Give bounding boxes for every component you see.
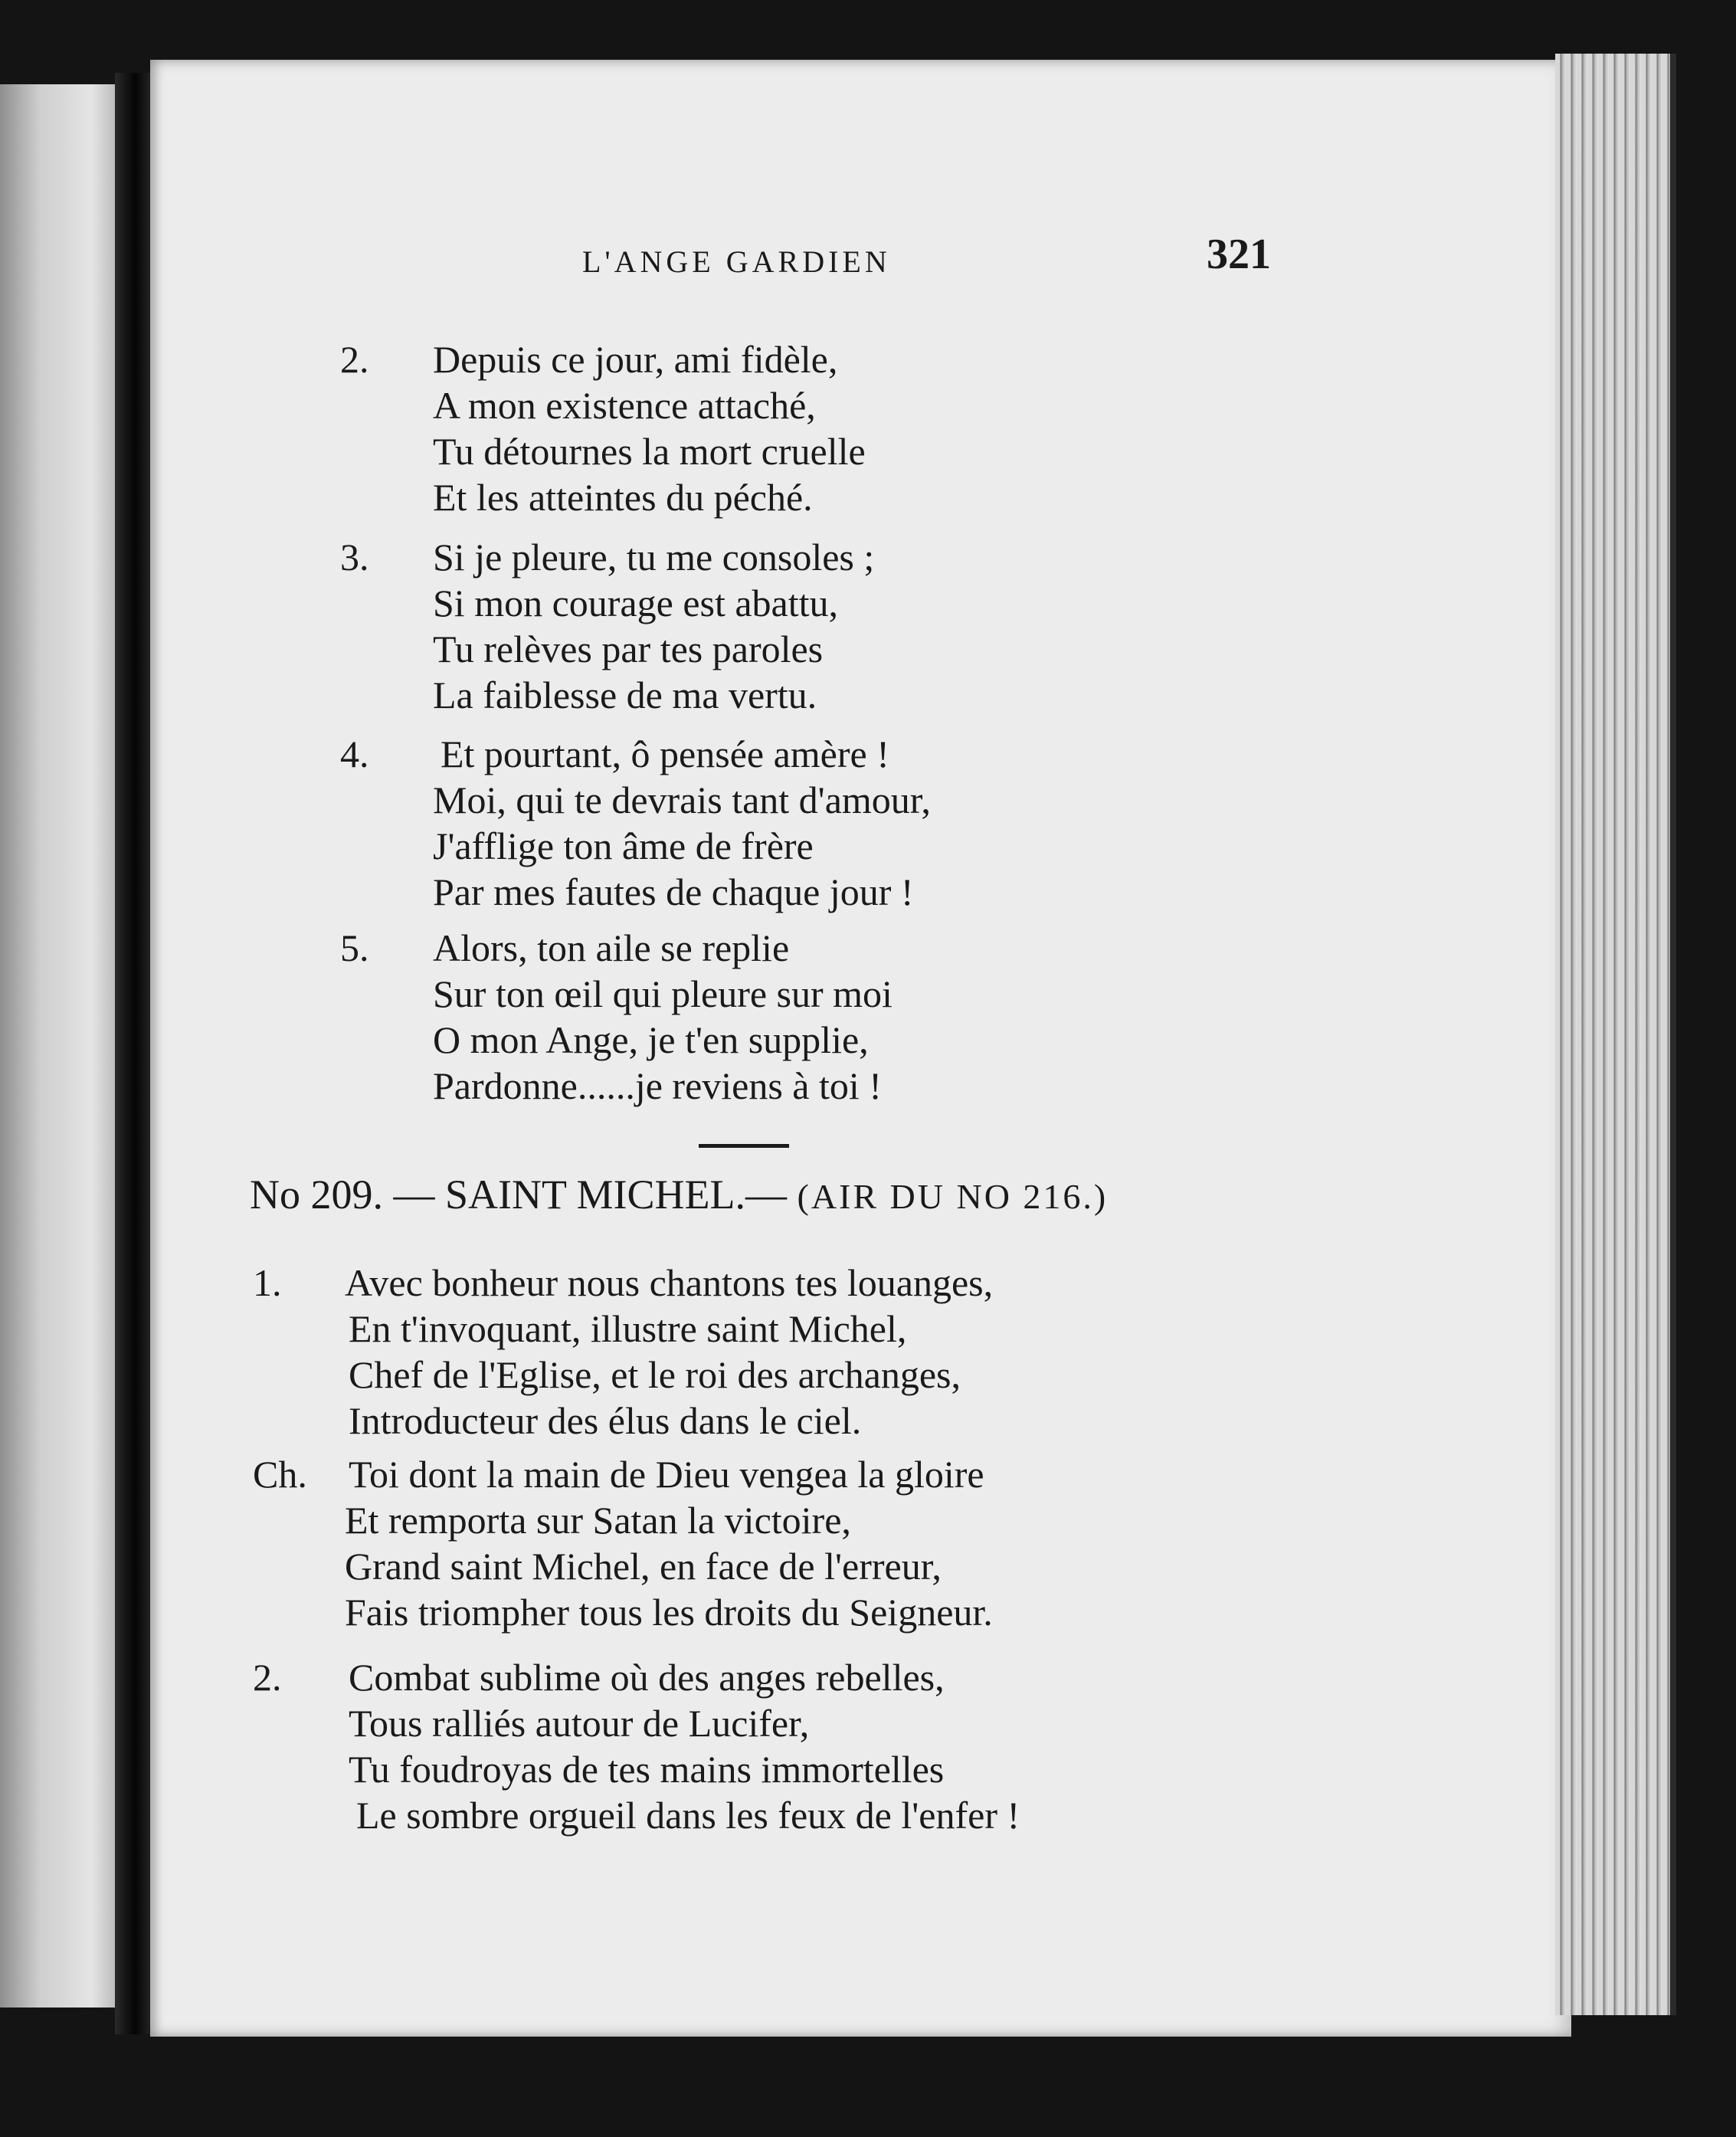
verse-line: Fais triompher tous les droits du Seigneur. [345,1591,993,1634]
verse-line: Si mon courage est abattu, [433,582,839,624]
verse-number: 2. [340,338,369,381]
verse-number: 3. [340,536,369,578]
verse-line: Et les atteintes du péché. [433,476,813,519]
verse-line: Sur ton œil qui pleure sur moi [433,972,893,1015]
verse-line: Tous ralliés autour de Lucifer, [349,1702,810,1745]
verse-line: Tu détournes la mort cruelle [433,430,866,473]
page-number: 321 [1207,231,1271,278]
book-gutter [115,73,155,2034]
verse-line: Combat sublime où des anges rebelles, [349,1656,945,1699]
verse-number: 1. [253,1261,282,1304]
verse-line: Alors, ton aile se replie [433,926,790,969]
verse-number: 5. [340,926,369,969]
verse-line: La faiblesse de ma vertu. [433,674,817,716]
verse-line: En t'invoquant, illustre saint Michel, [349,1307,907,1350]
verse-line: O mon Ange, je t'en supplie, [433,1018,869,1061]
verse-line: Tu foudroyas de tes mains immortelles [349,1748,945,1791]
verse-line: Tu relèves par tes paroles [433,628,824,670]
running-title: L'ANGE GARDIEN [582,244,891,279]
hymn-title [250,1171,1108,1218]
verse-line: Le sombre orgueil dans les feux de l'enfer ! [356,1794,1020,1837]
section-divider [699,1144,789,1148]
verse-line: Chef de l'Eglise, et le roi des archanges, [349,1353,961,1396]
verse-line: Pardonne......je reviens à toi ! [433,1064,882,1107]
facing-page-edge [0,84,115,2008]
hymn-air: (AIR DU NO 216.) [797,1177,1109,1216]
page-block-edge [1555,54,1676,2015]
verse-line: Moi, qui te devrais tant d'amour, [433,778,931,821]
verse-line: Si je pleure, tu me consoles ; [433,536,875,578]
verse-line: Grand saint Michel, en face de l'erreur, [345,1545,942,1588]
verse-number: 2. [253,1656,282,1699]
verse-line: Et remporta sur Satan la victoire, [345,1499,851,1542]
chorus-label: Ch. [253,1453,307,1496]
hymn-name: — SAINT MICHEL.— [393,1172,788,1218]
verse-line: J'afflige ton âme de frère [433,824,814,867]
verse-line: Depuis ce jour, ami fidèle, [433,338,838,381]
verse-line: Et pourtant, ô pensée amère ! [441,733,889,775]
verse-line: A mon existence attaché, [433,384,816,427]
verse-line: Par mes fautes de chaque jour ! [433,870,914,913]
verse-line: Toi dont la main de Dieu vengea la gloire [349,1453,984,1496]
hymn-number: No 209. [250,1172,383,1218]
verse-line: Avec bonheur nous chantons tes louanges, [345,1261,994,1304]
verse-number: 4. [340,733,369,775]
verse-line: Introducteur des élus dans le ciel. [349,1399,862,1442]
